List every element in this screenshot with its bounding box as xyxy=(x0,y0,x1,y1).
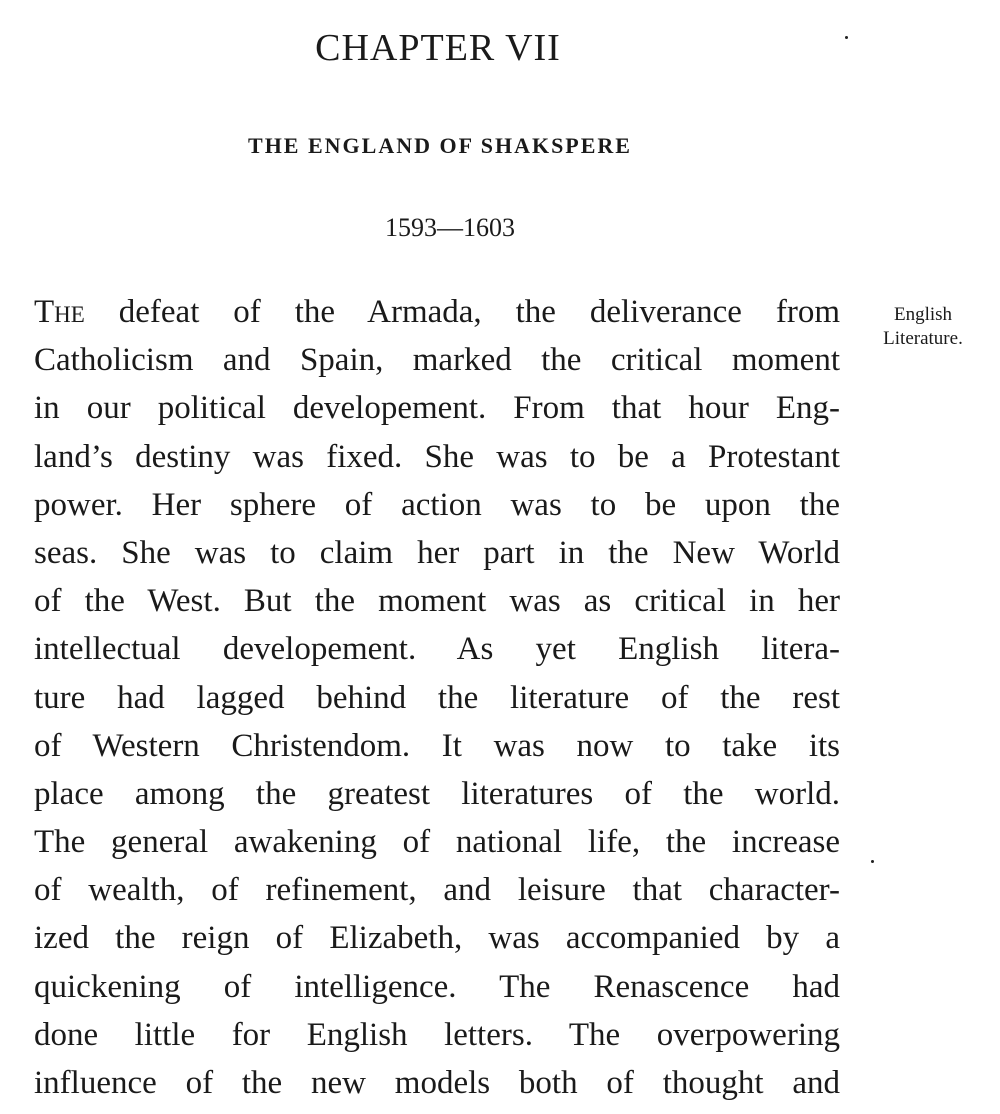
text-line: place among the greatest literatures of the world. xyxy=(34,775,840,812)
section-title: THE ENGLAND OF SHAKSPERE xyxy=(248,133,632,158)
text-line: of the West. But the moment was as critical in her xyxy=(34,583,840,620)
body-paragraph xyxy=(34,288,840,1107)
text-line-content: defeat of the Armada, the deliverance from xyxy=(84,294,840,330)
text-line: Catholicism and Spain, marked the critical moment xyxy=(34,342,840,379)
text-line: quickening of intelligence. The Renascence had xyxy=(34,968,840,1005)
text-line: land’s destiny was fixed. She was to be a Protestant xyxy=(34,438,840,475)
text-line: intellectual developement. As yet English litera- xyxy=(34,631,840,668)
chapter-dates: 1593—1603 xyxy=(385,213,515,242)
margin-note-line: Literature. xyxy=(883,328,963,349)
ink-speck xyxy=(845,36,848,39)
margin-note xyxy=(858,303,988,351)
text-line: in our political developement. From that hour Eng- xyxy=(34,390,840,427)
chapter-title: CHAPTER VII xyxy=(315,27,561,69)
ink-speck xyxy=(871,860,874,863)
text-line: power. Her sphere of action was to be upon the xyxy=(34,486,840,523)
text-line xyxy=(34,288,840,336)
text-line: done little for English letters. The overpowering xyxy=(34,1016,840,1053)
text-line: of Western Christendom. It was now to take its xyxy=(34,727,840,764)
text-line: seas. She was to claim her part in the New World xyxy=(34,534,840,571)
text-line: of wealth, of refinement, and leisure that character- xyxy=(34,872,840,909)
text-line: ized the reign of Elizabeth, was accompanied by a xyxy=(34,920,840,957)
margin-note-line: English xyxy=(893,304,953,325)
text-line: influence of the new models both of thought and xyxy=(34,1065,840,1101)
text-line: ture had lagged behind the literature of the rest xyxy=(34,679,840,716)
drop-word: The xyxy=(34,294,85,330)
text-line: The general awakening of national life, the increase xyxy=(34,824,840,861)
